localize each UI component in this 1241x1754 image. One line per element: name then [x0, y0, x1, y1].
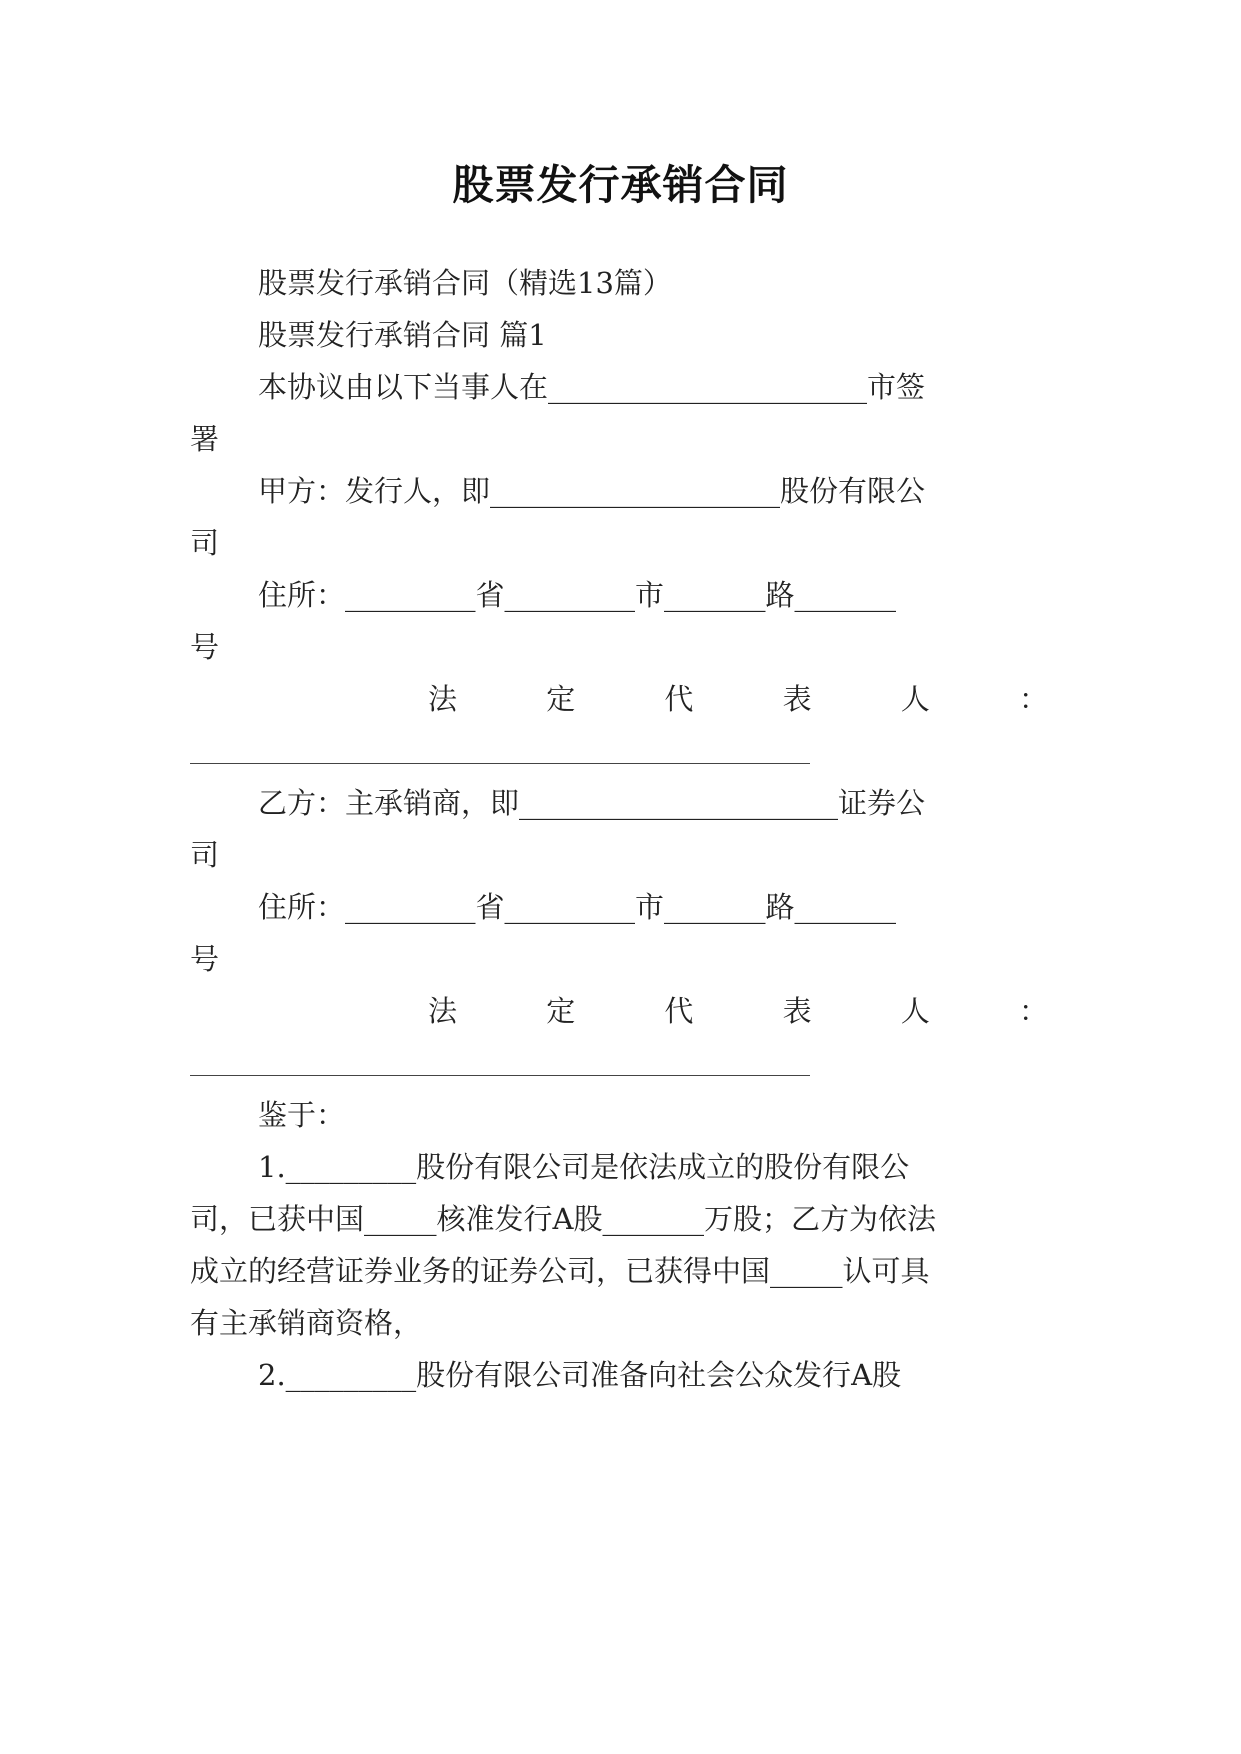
party-a-address-cont: 号: [190, 630, 220, 664]
party-a-line: 甲方：发行人，即____________________股份有限公: [258, 474, 926, 508]
legal-rep-char: 代: [664, 682, 694, 716]
party-b-address: 住所：_________省_________市_______路_______: [258, 890, 897, 924]
blank-underline: [190, 1075, 810, 1076]
legal-rep-char: 人: [900, 682, 930, 716]
legal-rep-char: 表: [782, 994, 812, 1028]
clause-1-line: 1._________股份有限公司是依法成立的股份有限公: [258, 1150, 910, 1184]
party-a-legal-rep: [428, 679, 1048, 719]
legal-rep-char: 法: [428, 682, 458, 716]
legal-rep-char: 定: [546, 682, 576, 716]
legal-rep-char: 表: [782, 682, 812, 716]
party-b-legal-rep: [428, 991, 1048, 1031]
paragraph-line: 署: [190, 422, 220, 456]
paragraph-line: 本协议由以下当事人在______________________市签: [258, 370, 926, 404]
clause-1-line: 有主承销商资格，: [190, 1306, 423, 1340]
party-b-line-cont: 司: [190, 838, 220, 872]
party-a-line-cont: 司: [190, 526, 220, 560]
blank-underline: [190, 763, 810, 764]
section-heading: 股票发行承销合同 篇1: [258, 318, 547, 352]
party-b-line: 乙方：主承销商，即______________________证券公: [258, 786, 926, 820]
clause-1-line: 司，已获中国_____核准发行A股_______万股；乙方为依法: [190, 1202, 936, 1236]
party-a-address: 住所：_________省_________市_______路_______: [258, 578, 897, 612]
legal-rep-char: ：: [1018, 682, 1048, 716]
legal-rep-char: 代: [664, 994, 694, 1028]
party-b-address-cont: 号: [190, 942, 220, 976]
legal-rep-char: 法: [428, 994, 458, 1028]
legal-rep-char: 定: [546, 994, 576, 1028]
clause-2-line: 2._________股份有限公司准备向社会公众发行A股: [258, 1358, 902, 1392]
subtitle-line: 股票发行承销合同（精选13篇）: [258, 266, 672, 300]
legal-rep-char: 人: [900, 994, 930, 1028]
clause-1-line: 成立的经营证券业务的证券公司，已获得中国_____认可具: [190, 1254, 930, 1288]
legal-rep-char: ：: [1018, 994, 1048, 1028]
whereas-heading: 鉴于：: [258, 1098, 346, 1132]
document-title: 股票发行承销合同: [452, 161, 789, 209]
